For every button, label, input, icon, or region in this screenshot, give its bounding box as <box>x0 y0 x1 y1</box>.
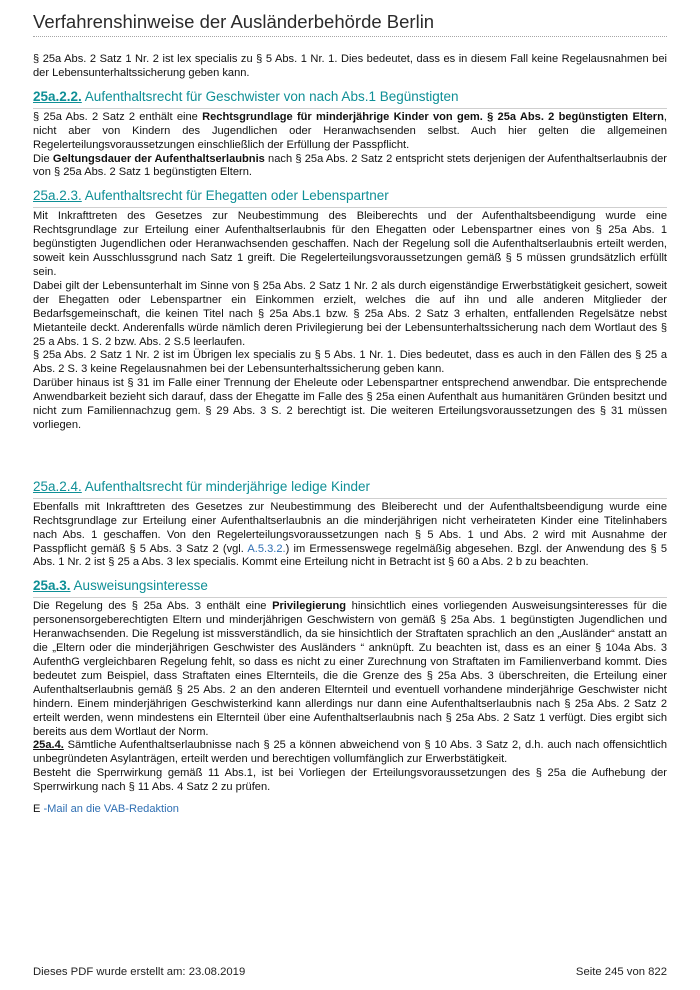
section-heading-25a-2-3 <box>33 188 667 204</box>
section-number[interactable]: 25a.2.2. <box>33 88 82 104</box>
section-title: Aufenthaltsrecht für Ehegatten oder Lebenspartner <box>81 188 389 204</box>
section-title: Aufenthaltsrecht für Geschwister von nach Abs.1 Begünstigten <box>81 88 459 104</box>
paragraph: Mit Inkrafttreten des Gesetzes zur Neubestimmung des Bleiberechts und der Aufenthaltsbeendigung wurde eine Rechtsgrundlage zur Erteilung einer Aufenthaltserlaubnis für den Ehegatten oder Lebenspartner eines von § 25a Abs. 1 begünstigten Jugendlichen oder Heranwachsenden geschaffen. Nach der Regelung soll die Aufenthaltserlaubnis erteilt werden, soweit kein Ausschlussgrund nach Satz 1 greift. Die Regelerteilungsvoraussetzungen gemäß § 5 müssen grundsätzlich erfüllt sein. <box>33 210 667 278</box>
section-title: Aufenthaltsrecht für minderjährige ledige Kinder <box>81 478 370 494</box>
paragraph: Darüber hinaus ist § 31 im Falle einer Trennung der Eheleute oder Lebenspartner entsprechend anwendbar. Die entsprechende Anwendbarkeit bezieht sich darauf, dass der Ehegatte im Falle des § 25a einen Aufenthalt aus humanitären Gründen besitzt und nicht zum Familiennachzug gem. § 29 Abs. 3 S. 2 berechtigt ist. Die weiteren Erteilungsvoraussetzungen des § 31 müssen vorliegen. <box>33 377 667 431</box>
paragraph: Die Geltungsdauer der Aufenthaltserlaubnis nach § 25a Abs. 2 Satz 2 entspricht stets derjenigen der Aufenthaltserlaubnis der von § 25a Abs. 2 Satz 1 begünstigten Eltern. <box>33 152 668 179</box>
section-body-25a-2-3 <box>33 207 667 433</box>
paragraph: § 25a Abs. 2 Satz 1 Nr. 2 ist im Übrigen lex specialis zu § 5 Abs. 1 Nr. 1. Dies bedeutet, dass es auch in den Fällen des § 25 a Abs. 2 S. 3 keine Regelausnahmen bei der Lebensunterhaltssicherung geben kann. <box>33 349 667 376</box>
page-header <box>33 10 667 37</box>
section-number-25a-4[interactable]: 25a.4. <box>33 739 64 752</box>
paragraph: Besteht die Sperrwirkung gemäß 11 Abs.1, ist bei Vorliegen der Erteilungsvoraussetzungen des § 25a die Aufhebung der Sperrwirkung nach § 11 Abs. 4 Satz 2 zu prüfen. <box>33 767 667 794</box>
document-title: Verfahrenshinweise der Ausländerbehörde Berlin <box>33 11 435 32</box>
section-body-25a-3 <box>33 597 667 795</box>
bold-text: Privilegierung <box>272 600 347 613</box>
creation-date: Dieses PDF wurde erstellt am: 23.08.2019 <box>33 966 246 978</box>
section-heading-25a-3 <box>33 578 667 594</box>
bold-text: Geltungsdauer der Aufenthaltserlaubnis <box>52 152 265 165</box>
paragraph: Dabei gilt der Lebensunterhalt im Sinne von § 25a Abs. 2 Satz 1 Nr. 2 als durch eigenständige Erwerbstätigkeit gesichert, soweit der Ehegatten oder Lebenspartner ein Einkommen erzielt, welches die auf ihn und alle anderen Mitglieder der Bedarfsgemeinschaft, die keinen Titel nach § 25a Abs.1 bzw. § 25a Abs. 2 Satz 3 erhalten, entfallenden Regelsätze nebst Mietanteile deckt. Anderenfalls würde nämlich deren Privilegierung bei der Lebensunterhaltssicherung nach dem Wortlaut des § 25 a Abs. 1 S. 2 bzw. Abs. 2 S.5 leerlaufen. <box>33 279 667 348</box>
mail-line: E -Mail an die VAB-Redaktion <box>33 803 179 816</box>
page-number: Seite 245 von 822 <box>575 966 667 978</box>
paragraph: § 25a Abs. 2 Satz 2 enthält eine Rechtsgrundlage für minderjährige Kinder von gem. § 25a Abs. 2 begünstigten Eltern, nicht aber von Kindern des Jugendlichen oder Heranwachsenden selbst. Auch hier gelten die allgemeinen Regelerteilungsvoraussetzungen einschließlich der Erfüllung der Passpflicht. <box>33 110 667 151</box>
intro-paragraph: § 25a Abs. 2 Satz 1 Nr. 2 ist lex specialis zu § 5 Abs. 1 Nr. 1. Dies bedeutet, dass es in diesem Fall keine Regelausnahmen bei der Lebensunterhaltssicherung geben kann. <box>33 53 667 79</box>
paragraph: 25a.4. Sämtliche Aufenthaltserlaubnisse nach § 25 a können abweichend von § 10 Abs. 3 Satz 2, d.h. auch nach offensichtlich unbegründeten Asylanträgen, erteilt werden und berechtigen vollumfänglich zur Erwerbstätigkeit. <box>33 739 667 766</box>
section-number[interactable]: 25a.2.3. <box>33 188 82 204</box>
section-body-25a-2-4 <box>33 498 667 571</box>
mail-link[interactable]: -Mail an die VAB-Redaktion <box>43 803 179 816</box>
section-heading-25a-2-2 <box>33 89 667 105</box>
section-number[interactable]: 25a.3. <box>33 578 71 594</box>
paragraph: Ebenfalls mit Inkrafttreten des Gesetzes zur Neubestimmung des Bleiberecht und der Aufenthaltsbeendigung wurde eine Rechtsgrundlage zur Erteilung einer Aufenthaltserlaubnis an die minderjährigen nicht verheirateten Kinder eine Titelinhabers nach Abs. 1 geschaffen. Von den Regelerteilungsvoraussetzungen nach § 5 Abs. 1 und Abs. 2 wird mit Ausnahme der Passpflicht gemäß § 5 Abs. 3 Satz 2 (vgl. A.5.3.2.) im Ermessenswege regelmäßig abgesehen. Bzgl. der Anwendung des § 5 Abs. 1 Nr. 2 ist § 25 a Abs. 3 lex specialis. Kommt eine Erteilung nicht in Betracht ist § 60 a Abs. 2 b zu beachten. <box>33 500 667 569</box>
section-title: Ausweisungsinteresse <box>70 578 208 594</box>
section-heading-25a-2-4 <box>33 479 667 495</box>
document-body <box>33 53 667 817</box>
section-body-25a-2-2 <box>33 108 667 181</box>
section-number[interactable]: 25a.2.4. <box>33 478 82 494</box>
paragraph: Die Regelung des § 25a Abs. 3 enthält eine Privilegierung hinsichtlich eines vorliegenden Ausweisungsinteresses für die personensorgeberechtigten Eltern und minderjährigen Geschwistern von gemäß § 25a Abs. 1 begünstigten Jugendlichen und Heranwachsenden. Die Regelung ist missverständlich, da sie hinsichtlich der Straftaten sprachlich an den „Ausländer“ anstatt an die „Eltern oder die minderjährigen Geschwister des Ausländers “ anknüpft. Zu beachten ist, dass es an einer § 104a Abs. 3 AufenthG vergleichbaren Regelung fehlt, so dass es nicht zu einer Zurechnung von Straftaten im Familienverband kommt. Dies bedeutet zum Beispiel, dass Straftaten eines Elternteils, die die Grenze des § 25a Abs. 3 überschreiten, die Erteilung einer Aufenthaltserlaubnis gemäß § 25 Abs. 2 an den anderen Elternteil und eventuell vorhandene minderjährige Geschwister nicht hindern. Einem minderjährigen Geschwisterkind kann allerdings nur dann eine Aufenthaltserlaubnis nach § 25a Abs. 2 Satz 2 erteilt werden, wenn mindestens ein Elternteil über eine Aufenthaltserlaubnis nach § 25a Abs. 2 Satz 1 verfügt. Dies ergibt sich bereits aus dem Wortlaut der Norm. <box>33 600 667 738</box>
bold-text: Rechtsgrundlage für minderjährige Kinder von gem. § 25a Abs. 2 begünstigten Eltern <box>202 110 664 123</box>
cross-reference-link[interactable]: A.5.3.2. <box>247 542 286 555</box>
